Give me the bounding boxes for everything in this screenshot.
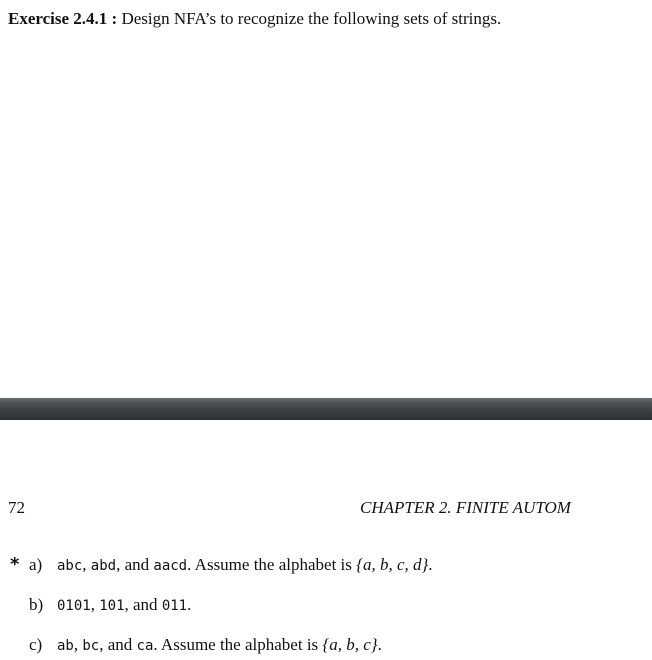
separator-1: ,	[90, 595, 100, 614]
separator-2: , and	[99, 635, 137, 654]
page-number: 72	[8, 498, 25, 517]
item-tail: . Assume the alphabet is	[153, 635, 323, 654]
alphabet-set: {a, b, c}	[322, 635, 378, 654]
alphabet-set: {a, b, c, d}	[356, 555, 429, 574]
page-separator	[0, 398, 652, 420]
separator-1: ,	[73, 635, 83, 654]
string-1: ab	[57, 638, 74, 654]
separator-2: , and	[116, 555, 154, 574]
item-letter: c)	[29, 635, 43, 654]
string-2: bc	[82, 638, 100, 654]
running-head: CHAPTER 2. FINITE AUTOM	[360, 498, 571, 517]
exercise-label: Exercise 2.4.1 :	[8, 9, 118, 28]
item-text	[57, 555, 433, 575]
separator-2: , and	[124, 595, 162, 614]
item-text	[57, 595, 191, 615]
item-text	[57, 635, 382, 655]
item-letter: a)	[29, 555, 43, 574]
string-1: 0101	[57, 598, 91, 614]
starred-exercise-icon: *	[10, 554, 20, 575]
exercise-text: Design NFA’s to recognize the following sets of strings.	[121, 9, 502, 28]
lower-page	[0, 420, 652, 660]
string-3: aacd	[153, 558, 188, 574]
string-3: ca	[136, 638, 154, 654]
string-2: abd	[90, 558, 117, 574]
separator-1: ,	[82, 555, 91, 574]
item-end: .	[428, 555, 433, 574]
exercise-statement	[8, 9, 501, 29]
string-2: 101	[99, 598, 125, 614]
item-end: .	[377, 635, 382, 654]
item-tail: . Assume the alphabet is	[187, 555, 357, 574]
item-letter: b)	[29, 595, 44, 614]
item-end: .	[187, 595, 192, 614]
string-1: abc	[57, 558, 83, 574]
string-3: 011	[161, 598, 188, 614]
